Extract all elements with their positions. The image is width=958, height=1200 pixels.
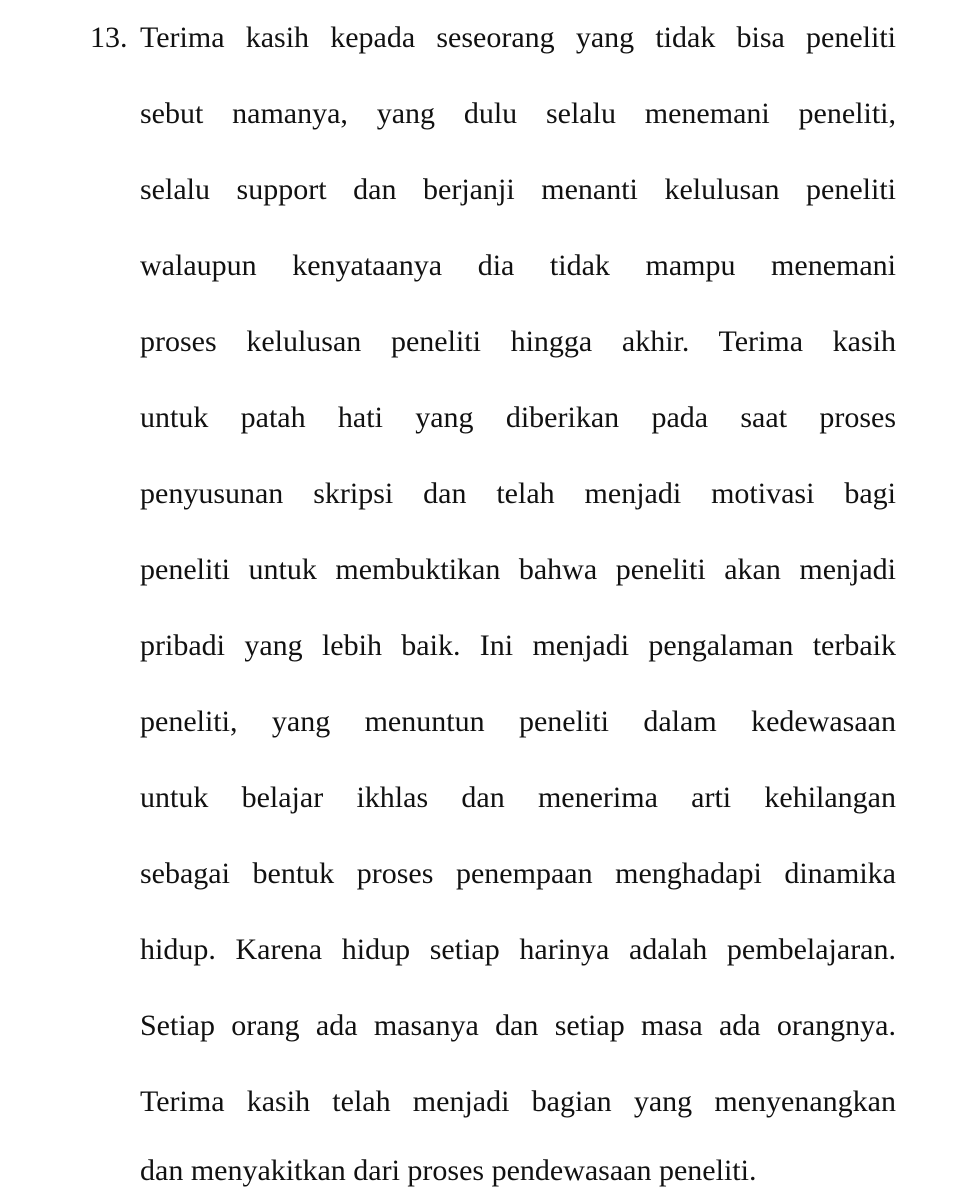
paragraph-line: untuk patah hati yang diberikan pada saat proses	[140, 401, 896, 434]
paragraph-line: sebagai bentuk proses penempaan menghadapi dinamika	[140, 857, 896, 890]
paragraph-line: Terima kasih telah menjadi bagian yang menyenangkan	[140, 1085, 896, 1118]
paragraph-line: peneliti, yang menuntun peneliti dalam kedewasaan	[140, 705, 896, 738]
paragraph-line: selalu support dan berjanji menanti kelulusan peneliti	[140, 173, 896, 206]
paragraph-line: Terima kasih kepada seseorang yang tidak bisa peneliti	[140, 21, 896, 54]
paragraph-line: dan menyakitkan dari proses pendewasaan peneliti.	[140, 1154, 757, 1187]
paragraph-line: peneliti untuk membuktikan bahwa peneliti akan menjadi	[140, 553, 896, 586]
paragraph-line: penyusunan skripsi dan telah menjadi motivasi bagi	[140, 477, 896, 510]
list-item-number: 13.	[90, 21, 128, 54]
paragraph-line: untuk belajar ikhlas dan menerima arti kehilangan	[140, 781, 896, 814]
paragraph-line: pribadi yang lebih baik. Ini menjadi pengalaman terbaik	[140, 629, 896, 662]
paragraph-line: proses kelulusan peneliti hingga akhir. Terima kasih	[140, 325, 896, 358]
paragraph-line: sebut namanya, yang dulu selalu menemani peneliti,	[140, 97, 896, 130]
paragraph-line: hidup. Karena hidup setiap harinya adalah pembelajaran.	[140, 933, 896, 966]
paragraph-line: walaupun kenyataanya dia tidak mampu menemani	[140, 249, 896, 282]
paragraph-line: Setiap orang ada masanya dan setiap masa ada orangnya.	[140, 1009, 896, 1042]
